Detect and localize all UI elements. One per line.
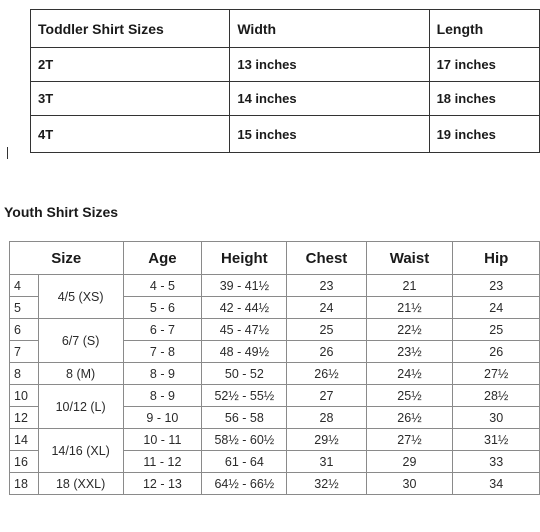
youth-cell-chest: 25 <box>287 319 366 341</box>
youth-cell-age: 11 - 12 <box>123 451 202 473</box>
youth-cell-hip: 33 <box>453 451 540 473</box>
toddler-size-table <box>30 9 540 153</box>
youth-row <box>10 385 540 407</box>
youth-cell-age: 5 - 6 <box>123 297 202 319</box>
youth-cell-numeric-size: 7 <box>10 341 39 363</box>
youth-cell-waist: 26½ <box>366 407 453 429</box>
youth-header-waist: Waist <box>366 242 453 275</box>
youth-cell-size-label: 4/5 (XS) <box>38 275 123 319</box>
toddler-cell-width: 13 inches <box>230 48 429 82</box>
youth-cell-chest: 24 <box>287 297 366 319</box>
youth-cell-numeric-size: 18 <box>10 473 39 495</box>
youth-row <box>10 319 540 341</box>
youth-cell-size-label: 8 (M) <box>38 363 123 385</box>
youth-table-body <box>10 275 540 495</box>
youth-cell-age: 4 - 5 <box>123 275 202 297</box>
toddler-header-row <box>31 10 540 48</box>
youth-cell-waist: 23½ <box>366 341 453 363</box>
youth-cell-hip: 24 <box>453 297 540 319</box>
youth-cell-size-label: 6/7 (S) <box>38 319 123 363</box>
youth-cell-height: 42 - 44½ <box>202 297 287 319</box>
youth-cell-height: 48 - 49½ <box>202 341 287 363</box>
toddler-cell-size: 4T <box>31 116 230 153</box>
youth-cell-height: 61 - 64 <box>202 451 287 473</box>
toddler-row <box>31 116 540 153</box>
youth-cell-numeric-size: 10 <box>10 385 39 407</box>
toddler-cell-length: 19 inches <box>429 116 539 153</box>
youth-row <box>10 429 540 451</box>
youth-cell-height: 56 - 58 <box>202 407 287 429</box>
toddler-header-width: Width <box>230 10 429 48</box>
toddler-cell-size: 3T <box>31 82 230 116</box>
youth-header-height: Height <box>202 242 287 275</box>
youth-cell-waist: 21½ <box>366 297 453 319</box>
youth-row <box>10 473 540 495</box>
youth-header-size: Size <box>10 242 124 275</box>
youth-header-age: Age <box>123 242 202 275</box>
youth-cell-waist: 21 <box>366 275 453 297</box>
youth-row <box>10 363 540 385</box>
youth-row <box>10 275 540 297</box>
youth-cell-hip: 25 <box>453 319 540 341</box>
youth-cell-numeric-size: 4 <box>10 275 39 297</box>
youth-cell-height: 64½ - 66½ <box>202 473 287 495</box>
youth-size-table <box>9 241 540 495</box>
youth-header-chest: Chest <box>287 242 366 275</box>
youth-cell-chest: 28 <box>287 407 366 429</box>
youth-cell-age: 8 - 9 <box>123 385 202 407</box>
youth-cell-chest: 26 <box>287 341 366 363</box>
youth-cell-chest: 26½ <box>287 363 366 385</box>
toddler-cell-length: 18 inches <box>429 82 539 116</box>
toddler-cell-length: 17 inches <box>429 48 539 82</box>
youth-cell-age: 6 - 7 <box>123 319 202 341</box>
youth-header-row <box>10 242 540 275</box>
youth-cell-waist: 30 <box>366 473 453 495</box>
toddler-cell-size: 2T <box>31 48 230 82</box>
youth-cell-hip: 28½ <box>453 385 540 407</box>
youth-cell-hip: 31½ <box>453 429 540 451</box>
youth-cell-age: 12 - 13 <box>123 473 202 495</box>
youth-cell-age: 7 - 8 <box>123 341 202 363</box>
youth-cell-height: 39 - 41½ <box>202 275 287 297</box>
youth-cell-waist: 29 <box>366 451 453 473</box>
youth-cell-numeric-size: 12 <box>10 407 39 429</box>
youth-cell-size-label: 10/12 (L) <box>38 385 123 429</box>
youth-cell-numeric-size: 16 <box>10 451 39 473</box>
toddler-cell-width: 15 inches <box>230 116 429 153</box>
youth-cell-hip: 34 <box>453 473 540 495</box>
youth-cell-chest: 29½ <box>287 429 366 451</box>
youth-header-hip: Hip <box>453 242 540 275</box>
toddler-header-length: Length <box>429 10 539 48</box>
youth-cell-numeric-size: 6 <box>10 319 39 341</box>
youth-cell-hip: 30 <box>453 407 540 429</box>
youth-cell-waist: 25½ <box>366 385 453 407</box>
youth-cell-age: 8 - 9 <box>123 363 202 385</box>
youth-cell-waist: 24½ <box>366 363 453 385</box>
youth-cell-hip: 26 <box>453 341 540 363</box>
youth-cell-size-label: 18 (XXL) <box>38 473 123 495</box>
youth-cell-height: 50 - 52 <box>202 363 287 385</box>
youth-cell-age: 10 - 11 <box>123 429 202 451</box>
youth-cell-numeric-size: 8 <box>10 363 39 385</box>
youth-cell-age: 9 - 10 <box>123 407 202 429</box>
youth-cell-height: 45 - 47½ <box>202 319 287 341</box>
youth-cell-hip: 23 <box>453 275 540 297</box>
text-cursor <box>7 147 8 159</box>
youth-cell-height: 52½ - 55½ <box>202 385 287 407</box>
youth-cell-chest: 32½ <box>287 473 366 495</box>
youth-cell-chest: 31 <box>287 451 366 473</box>
toddler-row <box>31 48 540 82</box>
youth-cell-size-label: 14/16 (XL) <box>38 429 123 473</box>
youth-cell-numeric-size: 14 <box>10 429 39 451</box>
toddler-cell-width: 14 inches <box>230 82 429 116</box>
youth-cell-waist: 22½ <box>366 319 453 341</box>
youth-cell-chest: 27 <box>287 385 366 407</box>
youth-table-title: Youth Shirt Sizes <box>4 204 119 220</box>
youth-cell-numeric-size: 5 <box>10 297 39 319</box>
youth-cell-chest: 23 <box>287 275 366 297</box>
youth-cell-waist: 27½ <box>366 429 453 451</box>
toddler-header-size: Toddler Shirt Sizes <box>31 10 230 48</box>
youth-cell-height: 58½ - 60½ <box>202 429 287 451</box>
toddler-row <box>31 82 540 116</box>
youth-cell-hip: 27½ <box>453 363 540 385</box>
